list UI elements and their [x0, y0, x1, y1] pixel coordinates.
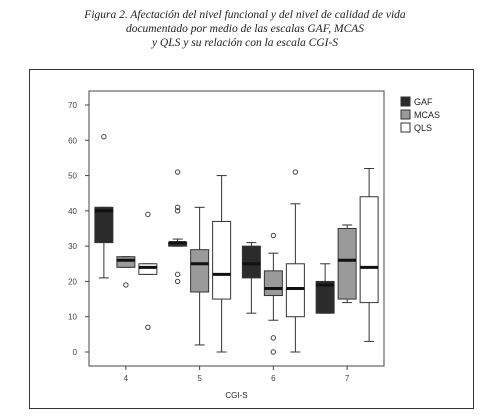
legend-swatch-qls [401, 123, 410, 132]
box-qls-4 [139, 264, 157, 275]
legend-swatch-gaf [401, 97, 410, 106]
legend-label-qls: QLS [414, 123, 433, 133]
box-mcas-7 [338, 229, 356, 300]
outlier-mcas-6-1 [271, 336, 275, 340]
outlier-gaf-5-3 [175, 272, 179, 276]
x-tick-label-5: 5 [197, 374, 202, 383]
y-tick-label-70: 70 [68, 101, 77, 110]
caption-line-3: y QLS y su relación con la escala CGI-S [151, 37, 339, 49]
outlier-gaf-5-4 [175, 279, 179, 283]
x-tick-label-7: 7 [344, 374, 350, 383]
outlier-mcas-6-0 [271, 233, 275, 237]
box-qls-6 [286, 264, 304, 317]
x-axis-label: CGI-S [225, 391, 248, 400]
outlier-qls-6-0 [293, 170, 297, 174]
box-mcas-6 [264, 271, 282, 296]
box-qls-7 [360, 197, 378, 303]
box-gaf-4 [95, 207, 113, 242]
y-tick-label-20: 20 [68, 277, 77, 287]
outlier-gaf-5-0 [175, 170, 179, 174]
y-tick-label-30: 30 [68, 242, 77, 252]
legend-label-mcas: MCAS [414, 110, 441, 120]
box-mcas-5 [191, 250, 209, 292]
box-mcas-4 [117, 257, 135, 268]
y-tick-label-40: 40 [68, 206, 77, 216]
x-tick-label-4: 4 [123, 374, 129, 383]
box-qls-5 [213, 221, 231, 299]
y-tick-label-10: 10 [68, 312, 77, 322]
legend-swatch-mcas [401, 110, 410, 119]
legend-label-gaf: GAF [414, 97, 433, 107]
caption-line-2: documentado por medio de las escalas GAF, MCAS [125, 23, 365, 35]
x-tick-label-6: 6 [271, 374, 276, 383]
y-tick-label-0: 0 [72, 348, 77, 357]
outlier-qls-4-0 [146, 212, 150, 216]
outlier-qls-4-1 [146, 325, 150, 329]
y-tick-label-50: 50 [68, 171, 77, 181]
outlier-gaf-4-0 [102, 135, 106, 139]
y-tick-label-60: 60 [68, 136, 77, 146]
outlier-mcas-4-0 [124, 283, 128, 287]
outlier-mcas-6-2 [271, 350, 275, 354]
caption-line-1: Figura 2. Afectación del nivel funcional y del nivel de calidad de vida [84, 9, 406, 21]
box-gaf-6 [242, 246, 260, 278]
